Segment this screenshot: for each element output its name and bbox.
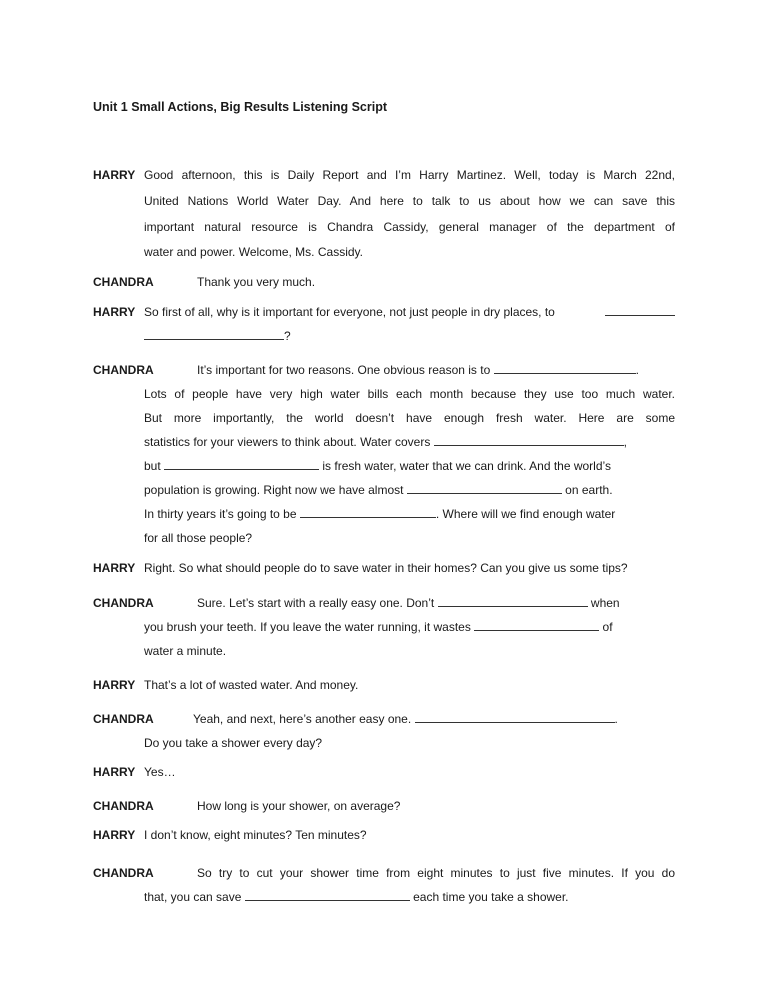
answer-blank[interactable] [494, 361, 636, 374]
line-text: . [635, 363, 639, 377]
line-text: . [614, 712, 618, 726]
answer-blank[interactable] [164, 457, 319, 470]
answer-blank[interactable] [474, 618, 599, 631]
speaker-label: HARRY [93, 765, 136, 779]
answer-blank[interactable] [407, 481, 562, 494]
answer-blank[interactable] [605, 303, 675, 316]
script-line [144, 618, 675, 636]
script-line [144, 888, 675, 906]
line-text: statistics for your viewers to think about. Water covers [144, 435, 431, 449]
script-line [144, 303, 675, 321]
speaker-label: HARRY [93, 305, 136, 319]
speaker-label: CHANDRA [93, 363, 154, 377]
answer-blank[interactable] [144, 327, 284, 340]
script-line [144, 481, 675, 499]
script-line: I don’t know, eight minutes? Ten minutes? [144, 828, 367, 842]
script-line: water a minute. [144, 644, 227, 658]
answer-blank[interactable] [415, 710, 615, 723]
line-text: So first of all, why is it important for everyone, not just people in dry places, to [144, 305, 555, 319]
line-text: but [144, 459, 161, 473]
script-line: Thank you very much. [197, 275, 316, 289]
line-text: when [590, 596, 620, 610]
speaker-label: HARRY [93, 678, 136, 692]
script-line: Lots of people have very high water bills each month because they use too much water. [144, 387, 675, 401]
script-line: That’s a lot of wasted water. And money. [144, 678, 359, 692]
script-line: important natural resource is Chandra Cassidy, general manager of the department of [144, 220, 675, 234]
script-line [144, 433, 675, 451]
line-text: It’s important for two reasons. One obvious reason is to [197, 363, 491, 377]
script-line: But more importantly, the world doesn’t have enough fresh water. Here are some [144, 411, 675, 425]
script-line: How long is your shower, on average? [197, 799, 401, 813]
script-line: So try to cut your shower time from eight minutes to just five minutes. If you do [197, 866, 675, 880]
script-line: Yes… [144, 765, 176, 779]
script-line: Do you take a shower every day? [144, 736, 323, 750]
speaker-label: CHANDRA [93, 866, 154, 880]
line-text: that, you can save [144, 890, 242, 904]
script-line [197, 594, 675, 612]
script-line [144, 505, 675, 523]
speaker-label: HARRY [93, 828, 136, 842]
speaker-label: CHANDRA [93, 275, 154, 289]
script-line: Right. So what should people do to save water in their homes? Can you give us some tips? [144, 561, 628, 575]
line-text: , [623, 435, 628, 449]
script-line: for all those people? [144, 531, 253, 545]
speaker-label: CHANDRA [93, 596, 154, 610]
line-text: Yeah, and next, here’s another easy one. [193, 712, 412, 726]
line-text: ? [284, 329, 291, 343]
script-line: Good afternoon, this is Daily Report and I’m Harry Martinez. Well, today is March 22nd, [144, 168, 675, 182]
script-line [144, 457, 675, 475]
page-title: Unit 1 Small Actions, Big Results Listening Script [93, 100, 388, 114]
script-line [197, 361, 675, 379]
speaker-label: CHANDRA [93, 799, 154, 813]
line-text: population is growing. Right now we have almost [144, 483, 404, 497]
answer-blank[interactable] [438, 594, 588, 607]
line-text: . Where will we find enough water [435, 507, 616, 521]
speaker-label: CHANDRA [93, 712, 154, 726]
speaker-label: HARRY [93, 168, 136, 182]
script-line [144, 327, 675, 345]
line-text: on earth. [565, 483, 613, 497]
line-text: In thirty years it’s going to be [144, 507, 297, 521]
answer-blank[interactable] [434, 433, 624, 446]
script-line: United Nations World Water Day. And here to talk to us about how we can save this [144, 194, 675, 208]
speaker-label: HARRY [93, 561, 136, 575]
answer-blank[interactable] [300, 505, 436, 518]
line-text: Sure. Let’s start with a really easy one. Don’t [197, 596, 435, 610]
line-text: each time you take a shower. [413, 890, 569, 904]
answer-blank[interactable] [245, 888, 410, 901]
line-text: is fresh water, water that we can drink. And the world’s [322, 459, 611, 473]
script-line: water and power. Welcome, Ms. Cassidy. [144, 245, 363, 259]
script-line [193, 710, 675, 728]
line-text: of [602, 620, 613, 634]
line-text: you brush your teeth. If you leave the water running, it wastes [144, 620, 471, 634]
